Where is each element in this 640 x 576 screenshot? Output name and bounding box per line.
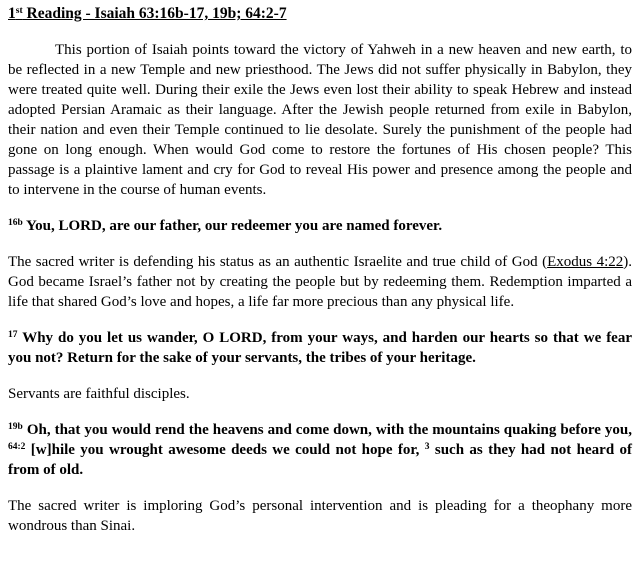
verse-19b-text-3: such as they had not heard of from of old. xyxy=(8,442,633,478)
verse-16b xyxy=(8,216,632,236)
title-number: 1 xyxy=(8,5,16,22)
verse-number-17: 17 xyxy=(8,330,18,340)
intro-paragraph: This portion of Isaiah points toward the victory of Yahweh in a new heaven and new earth, to be reflected in a new Temple and new priesthood. The Jews did not suffer physically in Babylon, they were treated quite well. During their exile the Jews even lost their ability to speak Hebrew and instead adopted Persian Aramaic as their language. After the Jewish people returned from exile in Babylon, their nation and even their Temple continued to lie desolate. Surely the punishment of the people had gone on long enough. When would God come to restore the fortunes of His chosen people? This passage is a plaintive lament and cry for God to reveal His power and presence among the people and to intervene in the course of human events. xyxy=(8,42,632,198)
verse-number-64-2: 64:2 xyxy=(8,442,26,452)
title-ordinal-superscript: st xyxy=(15,6,23,16)
verse-19b-text-1: Oh, that you would rend the heavens and come down, with the mountains quaking before you, xyxy=(26,422,632,438)
verse-number-3: 3 xyxy=(424,442,430,452)
verse-19b xyxy=(8,420,632,480)
verse-number-19b: 19b xyxy=(8,422,23,432)
page-title xyxy=(8,4,632,24)
commentary-17-paragraph: Servants are faithful disciples. xyxy=(8,386,190,402)
commentary-19b-paragraph: The sacred writer is imploring God’s personal intervention and is pleading for a theophany more wondrous than Sinai. xyxy=(8,498,632,534)
verse-17 xyxy=(8,328,632,368)
exodus-reference-link[interactable]: Exodus 4:22 xyxy=(547,254,624,270)
verse-17-text: Why do you let us wander, O LORD, from your ways, and harden our hearts so that we fear you not? Return for the sake of your servants, the tribes of your heritage. xyxy=(8,330,632,366)
title-text: Reading - Isaiah 63:16b-17, 19b; 64:2-7 xyxy=(22,5,287,22)
verse-19b-text-2: [w]hile you wrought awesome deeds we could not hope for, xyxy=(30,442,420,458)
verse-16b-text: You, LORD, are our father, our redeemer you are named forever. xyxy=(26,218,443,234)
commentary-16b-after: ). God became Israel’s father not by creating the people but by redeeming them. Redemption imparted a life that shared God’s love and hopes, a life far more precious than any physical life. xyxy=(8,254,632,310)
commentary-16b-before: The sacred writer is defending his status as an authentic Israelite and true child of God ( xyxy=(8,254,548,270)
verse-number-16b: 16b xyxy=(8,218,23,228)
commentary-16b-paragraph xyxy=(8,252,632,312)
